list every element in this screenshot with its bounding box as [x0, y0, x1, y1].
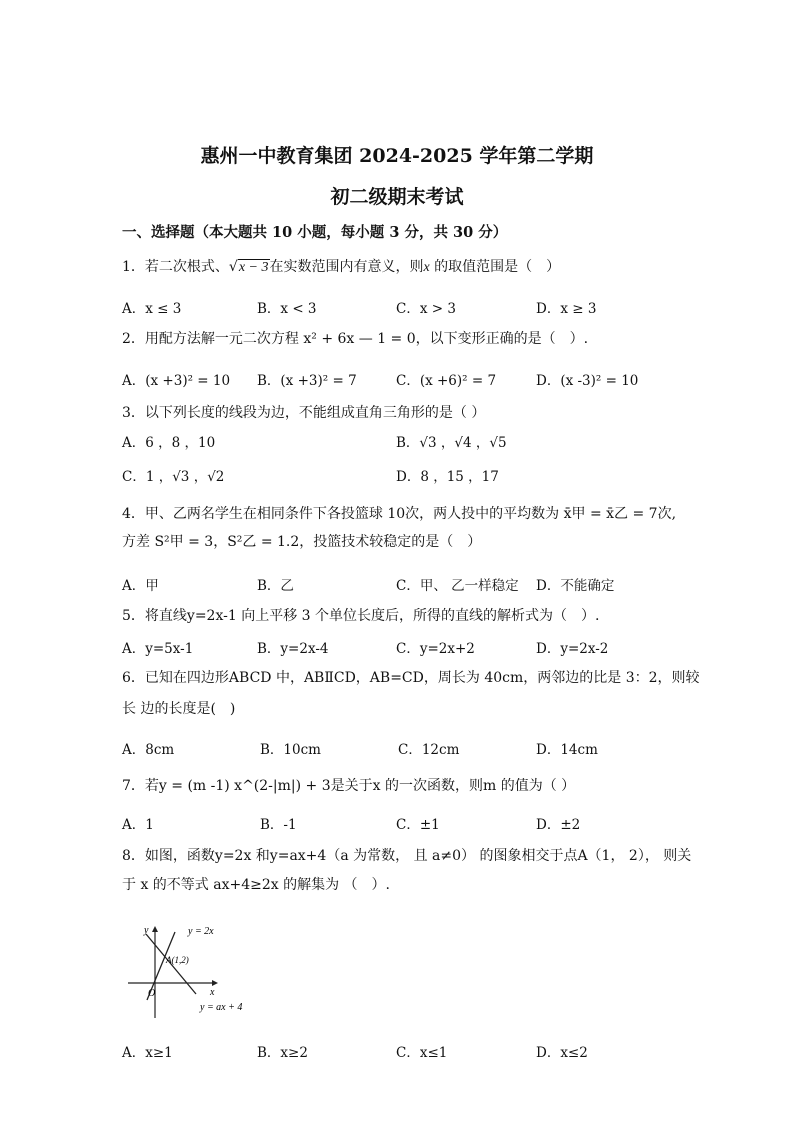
- exam-subtitle: 初二级期末考试: [330, 186, 464, 208]
- label-y-axis: y: [144, 925, 149, 936]
- q6-option-a: A．8cm: [122, 742, 175, 758]
- q3-option-c: C．1 ，√3 ，√2: [122, 469, 225, 485]
- x-axis-arrow: [212, 980, 218, 986]
- q1-option-b: B．x < 3: [257, 301, 317, 317]
- q1-prefix: 1．若二次根式、: [122, 259, 229, 275]
- question-1: [122, 256, 560, 276]
- q5-option-a: A．y=5x-1: [122, 641, 194, 657]
- question-6-line1: 6．已知在四边形ABCD 中，ABⅡCD，AB=CD，周长为 40cm，两邻边的比是 3：2，则较: [122, 670, 700, 686]
- q4-option-b: B．乙: [257, 578, 294, 594]
- label-origin: O: [148, 988, 156, 999]
- question-4-line2: 方差 S²甲 = 3，S²乙 = 1.2，投篮技术较稳定的是（ ）: [122, 534, 482, 550]
- radical-sign: √: [228, 259, 238, 275]
- q4-option-d: D．不能确定: [536, 578, 615, 594]
- question-5: 5．将直线y=2x-1 向上平移 3 个单位长度后，所得的直线的解析式为（ ）.: [122, 608, 600, 624]
- q6-option-c: C．12cm: [398, 742, 460, 758]
- label-point-a: A(1,2): [166, 955, 189, 965]
- question-6-line2: 长 边的长度是( ): [122, 701, 236, 717]
- q5-option-d: D．y=2x-2: [536, 641, 609, 657]
- q6-option-d: D．14cm: [536, 742, 598, 758]
- question-2: 2．用配方法解一元二次方程 x² + 6x — 1 = 0，以下变形正确的是（ ）.: [122, 331, 589, 347]
- q1-option-a: A．x ≤ 3: [122, 301, 182, 317]
- q1-option-c: C．x > 3: [396, 301, 456, 317]
- label-x-axis: x: [210, 987, 215, 998]
- q2-option-b: B．(x +3)² = 7: [257, 373, 357, 389]
- q8-option-b: B．x≥2: [257, 1045, 308, 1061]
- exam-title: 惠州一中教育集团 2024-2025 学年第二学期: [200, 145, 594, 167]
- question-4-line1: 4．甲、乙两名学生在相同条件下各投篮球 10次，两人投中的平均数为 x̄甲 = x̄乙 = 7次,: [122, 506, 677, 522]
- section-heading: 一、选择题（本大题共 10 小题，每小题 3 分，共 30 分）: [122, 224, 508, 241]
- question-7: 7．若y = (m -1) x^(2-|m|) + 3是关于x 的一次函数，则m 的值为（ ）: [122, 778, 576, 794]
- q3-option-d: D．8 ，15 ，17: [396, 469, 499, 485]
- q3-option-a: A．6 ，8 ，10: [122, 435, 216, 451]
- q4-option-a: A．甲: [122, 578, 159, 594]
- q8-option-d: D．x≤2: [536, 1045, 588, 1061]
- label-y-2x: y = 2x: [188, 926, 214, 937]
- y-axis-arrow: [152, 926, 158, 932]
- q5-option-b: B．y=2x-4: [257, 641, 329, 657]
- q6-option-b: B．10cm: [260, 742, 321, 758]
- question-3: 3．以下列长度的线段为边，不能组成直角三角形的是（ ）: [122, 405, 486, 421]
- q4-option-c: C．甲、 乙一样稳定: [396, 578, 519, 594]
- q1-radicand: x − 3: [238, 260, 269, 275]
- q1-option-d: D．x ≥ 3: [536, 301, 597, 317]
- q8-option-c: C．x≤1: [396, 1045, 448, 1061]
- q8-function-graph: [120, 920, 260, 1020]
- q1-var: x: [423, 260, 430, 275]
- question-8-line2: 于 x 的不等式 ax+4≥2x 的解集为 （ ）.: [122, 877, 391, 893]
- q3-option-b: B．√3 ，√4 ，√5: [396, 435, 507, 451]
- q2-option-c: C．(x +6)² = 7: [396, 373, 497, 389]
- q8-option-a: A．x≥1: [122, 1045, 173, 1061]
- label-y-ax-plus-4: y = ax + 4: [200, 1002, 243, 1013]
- q1-suffix2: 的取值范围是（ ）: [429, 259, 561, 275]
- q7-option-a: A．1: [122, 817, 154, 833]
- question-8-line1: 8．如图，函数y=2x 和y=ax+4（a 为常数， 且 a≠0） 的图象相交于点A（1， 2）， 则关: [122, 848, 692, 864]
- q7-option-d: D．±2: [536, 817, 581, 833]
- q7-option-b: B．-1: [260, 817, 297, 833]
- q2-option-a: A．(x +3)² = 10: [122, 373, 231, 389]
- q1-suffix: 在实数范围内有意义，则: [269, 259, 424, 275]
- q5-option-c: C．y=2x+2: [396, 641, 475, 657]
- q2-option-d: D．(x -3)² = 10: [536, 373, 639, 389]
- q7-option-c: C．±1: [396, 817, 440, 833]
